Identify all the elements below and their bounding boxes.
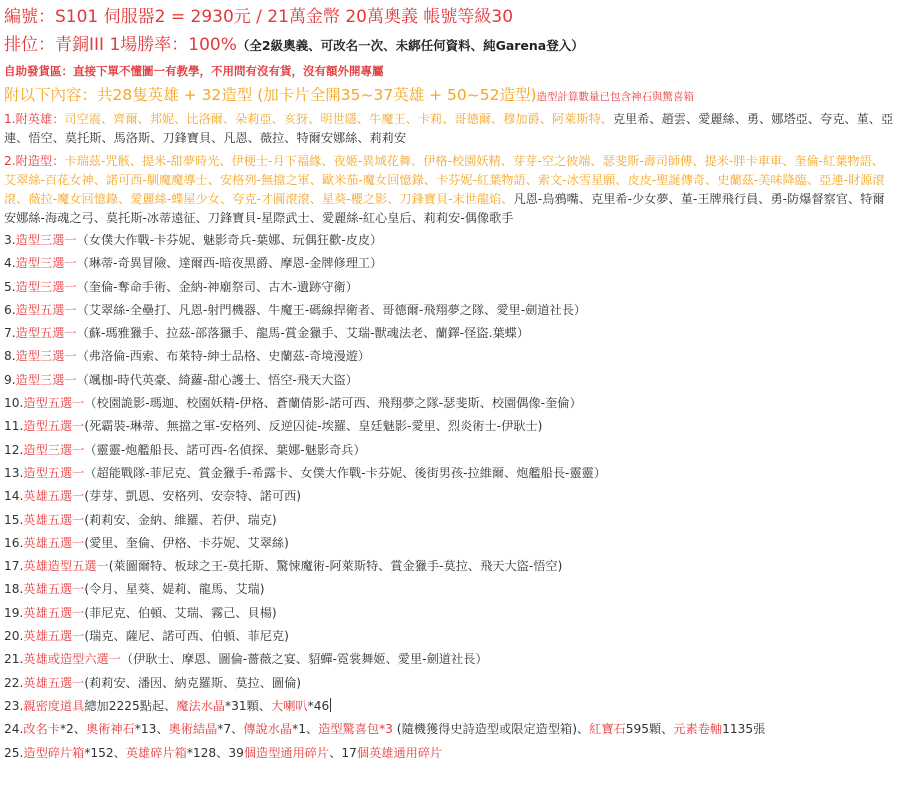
item-options: (愛里、奎倫、伊格、卡芬妮、艾翠絲) [84, 535, 289, 550]
item-red-text: 奧術神石 [86, 722, 135, 737]
item-label: 英雄造型五選一 [23, 559, 109, 574]
item-label: 英雄五選一 [23, 512, 85, 527]
item-options: (莉莉安、金納、維羅、若伊、瑞克) [84, 512, 277, 527]
list-item [4, 369, 896, 392]
contents-note: 造型計算數量已包含神石與驚喜箱 [536, 91, 695, 103]
skins-paragraph [4, 152, 896, 228]
item-options: (萊圖爾特、板球之王-莫托斯、驚悚魔術-阿萊斯特、賞金獵手-莫拉、飛天大盜-悟空) [108, 559, 563, 574]
item-number: 7. [4, 326, 16, 341]
item-options: （奎倫-奪命手術、金納-神廟祭司、古木-遺跡守衛） [76, 279, 358, 294]
skins-list-orange: 卡瑞茲-咒骸、提米-甜夢時光、伊梗士-月下福緣、夜姬-異域花舞、伊格-校園妖精、芽芽-空之彼端、瑟斐斯-壽司師傅、提米-胖卡車車、奎倫-紅葉物語、艾翠絲-百花女神、諾可西-馴魔魔導士、安格列-無擋之軍、歐米茄-魔女回憶錄、卡芬妮-紅葉物語、索文-冰雪星願、皮皮-聖誕傳奇、史蘭茲-美味降臨、亞連-財源滾滾、薇拉-魔女回憶錄、愛麗絲-蝶屋少女、夸克-才圓滾滾、星葵-櫻之影、刀鋒寶貝-末世龍焰、 [4, 154, 885, 206]
list-item [4, 415, 896, 438]
item-text: *13、 [134, 722, 169, 737]
item-label: 英雄五選一 [23, 535, 85, 550]
item-number: 9. [4, 372, 16, 387]
item-number: 4. [4, 256, 16, 271]
list-item [4, 648, 896, 671]
item-red-text: 大喇叭 [271, 698, 308, 713]
heroes-list-dark: 克里希、趙雲、愛麗絲、勇、娜塔亞、夸克、堇、亞連、悟空、莫托斯、馬洛斯、刀鋒寶貝、凡恩、薇拉、特爾安娜絲、莉莉安 [4, 112, 894, 145]
item-text: 1135張 [722, 722, 766, 737]
heroes-label: 附英雄： [15, 112, 65, 126]
item-number: 21. [4, 652, 24, 667]
item-text: 、17 [329, 745, 357, 760]
item-label: 造型五選一 [23, 396, 85, 411]
list-item [4, 509, 896, 532]
item-label: 英雄或造型六選一 [23, 652, 121, 667]
list-item [4, 532, 896, 555]
item-number: 11. [4, 419, 24, 434]
list-item [4, 602, 896, 625]
item-label: 英雄五選一 [23, 582, 85, 597]
list-item [4, 392, 896, 415]
item-options: （琳蒂-奇異冒險、達爾西-暗夜黑爵、摩恩-金牌修理工） [76, 256, 383, 271]
item-label: 英雄五選一 [23, 675, 85, 690]
item-label: 造型三選一 [15, 372, 77, 387]
self-service-notice: 自助發貨區：直接下單不懂圖一有教學，不用問有沒有貨，沒有額外開專屬 [4, 64, 384, 78]
heroes-paragraph [4, 110, 896, 148]
heroes-num: 1. [4, 112, 16, 126]
item-red-text: 造型碎片箱 [23, 745, 85, 760]
item-text: 595顆、 [625, 722, 674, 737]
contents-main: 附以下內容：共28隻英雄 + 32造型 (加卡片全開35~37英雄 + 50~52造型) [4, 86, 537, 104]
item-number: 15. [4, 512, 24, 527]
list-item [4, 345, 896, 368]
item-options: (芽芽、凱恩、安格列、安奈特、諾可西) [84, 489, 302, 504]
item-options: （校園詭影-瑪迦、校園妖精-伊格、蒼蘭倩影-諾可西、飛翔夢之隊-瑟斐斯、校園偶像-奎倫） [84, 396, 582, 411]
item-text: 39 [228, 745, 244, 760]
item-label: 造型五選一 [23, 419, 85, 434]
item-options: (死霸裝-琳蒂、無擋之軍-安格列、反逆囚徒-埃羅、皇廷魅影-愛里、烈炎術士-伊耿士) [84, 419, 543, 434]
item-label: 英雄五選一 [23, 629, 85, 644]
item-number: 12. [4, 442, 24, 457]
item-number: 6. [4, 302, 16, 317]
item-number: 10. [4, 396, 24, 411]
item-red-text: 魔法水晶 [176, 698, 226, 713]
item-text: *2、 [59, 722, 86, 737]
item-red-text: 傳說水晶 [243, 722, 293, 737]
rank-note: （全2級奧義、可改名一次、未綁任何資料、純Garena登入） [236, 38, 584, 53]
item-label: 造型三選一 [15, 349, 77, 364]
item-options: （蘇-瑪雅獵手、拉茲-部落獵手、龍馬-賞金獵手、艾瑞-獸魂法老、蘭鐸-怪盜.葉蝶） [76, 326, 530, 341]
item-label: 造型五選一 [23, 465, 85, 480]
skins-label: 附造型： [15, 154, 65, 168]
item-number: 23. [4, 698, 24, 713]
skins-list-dark: 凡恩-烏鴉嘴、克里希-少女夢、堇-王牌飛行員、勇-防爆督察官、特爾安娜絲-海魂之弓、莫托斯-冰蒂遠征、刀鋒寶貝-星際武士、愛麗絲-紅心皇后、莉莉安-偶像歌手 [4, 192, 885, 225]
list-item [4, 439, 896, 462]
item-number: 24. [4, 722, 24, 737]
item-options: （弗洛倫-西索、布萊特-紳士品格、史蘭茲-奇境漫遊） [76, 349, 371, 364]
item-red-text: 元素卷軸 [673, 722, 723, 737]
heroes-list-orange: 司空震、齊爾、邦妮、比洛爾、朵莉亞、亥犽、明世隱、牛魔王、卡莉、哥德爾、穆加爵、阿萊斯特、 [64, 112, 613, 126]
rank-main: 排位：青銅III 1場勝率：100% [4, 35, 237, 55]
item-label: 造型五選一 [15, 326, 77, 341]
list-item [4, 299, 896, 322]
skins-num: 2. [4, 154, 16, 168]
item-number: 25. [4, 745, 24, 760]
item-text: *31顆、 [225, 698, 272, 713]
item-text: *46 [307, 698, 330, 713]
item-text: (隨機獲得史詩造型或限定造型箱)、 [392, 722, 590, 737]
list-item [4, 555, 896, 578]
item-number: 13. [4, 465, 24, 480]
item-label: 英雄五選一 [23, 605, 85, 620]
item-text: *152、 [84, 745, 126, 760]
item-label: 造型三選一 [15, 256, 77, 271]
item-text: *128、 [186, 745, 229, 760]
list-item [4, 276, 896, 299]
list-item-25 [4, 742, 896, 765]
item-text: *1、 [292, 722, 319, 737]
item-label: 造型三選一 [23, 442, 85, 457]
item-text: *7、 [217, 722, 244, 737]
item-label: 英雄五選一 [23, 489, 85, 504]
item-red-text: 個造型通用碎片 [243, 745, 330, 760]
item-options: （超能戰隊-菲尼克、賞金獵手-希露卡、女僕大作戰-卡芬妮、後街男孩-拉維爾、炮艦船長-靈靈） [84, 465, 607, 480]
item-options: （女僕大作戰-卡芬妮、魅影奇兵-葉娜、玩偶狂歡-皮皮） [76, 233, 383, 247]
item-number: 14. [4, 489, 24, 504]
item-text: 總加2225點起、 [84, 698, 177, 713]
item-label: 造型三選一 [15, 279, 77, 294]
rank-line [4, 31, 896, 60]
item-options: （颯枷-時代英豪、綺蘿-甜心護士、悟空-飛天大盜） [76, 372, 358, 387]
item-label: 造型三選一 [15, 233, 77, 247]
item-number: 16. [4, 535, 24, 550]
item-red-text: 個英雄通用碎片 [356, 745, 443, 760]
item-options: （伊耿士、摩恩、圖倫-薔薇之宴、貂蟬-霓裳舞姬、愛里-劍道社長） [120, 652, 488, 667]
item-options: (瑞克、薩尼、諾可西、伯頓、菲尼克) [84, 629, 289, 644]
listing-title: 編號：S101 伺服器2 = 2930元 / 21萬金幣 20萬奧義 帳號等級30 [4, 7, 514, 27]
item-number: 20. [4, 629, 24, 644]
item-number: 19. [4, 605, 24, 620]
item-options: (令月、星葵、媞莉、龍馬、艾瑞) [84, 582, 265, 597]
item-number: 22. [4, 675, 24, 690]
item-options: （艾翠絲-全壘打、凡恩-射門機器、牛魔王-碼線捍衛者、哥德爾-飛翔夢之隊、愛里-劍道社長） [76, 302, 587, 317]
list-item [4, 485, 896, 508]
list-item-24 [4, 718, 896, 741]
item-red-text: 造型驚喜包*3 [318, 722, 393, 737]
item-options: (莉莉安、潘因、納克羅斯、莫拉、圖倫) [84, 675, 302, 690]
item-red-text: 紅寶石 [589, 722, 626, 737]
list-item [4, 322, 896, 345]
selection-list [4, 229, 896, 695]
list-item [4, 252, 896, 275]
contents-heading [4, 83, 896, 110]
item-red-text: 改名卡 [23, 722, 60, 737]
item-options: （靈靈-炮艦船長、諾可西-名偵探、葉娜-魅影奇兵） [84, 442, 366, 457]
list-item [4, 462, 896, 485]
list-item-23 [4, 695, 896, 718]
list-item [4, 625, 896, 648]
list-item [4, 672, 896, 695]
item-number: 18. [4, 582, 24, 597]
item-red-text: 英雄碎片箱 [125, 745, 187, 760]
item-red-text: 親密度道具 [23, 698, 85, 713]
item-number: 17. [4, 559, 24, 574]
item-options: (菲尼克、伯頓、艾瑞、霧己、貝楊) [84, 605, 277, 620]
item-number: 5. [4, 279, 16, 294]
item-red-text: 奧術結晶 [168, 722, 218, 737]
item-label: 造型五選一 [15, 302, 77, 317]
list-item [4, 229, 896, 252]
item-number: 8. [4, 349, 16, 364]
list-item [4, 578, 896, 601]
item-number: 3. [4, 233, 16, 247]
text-caret [330, 698, 331, 712]
